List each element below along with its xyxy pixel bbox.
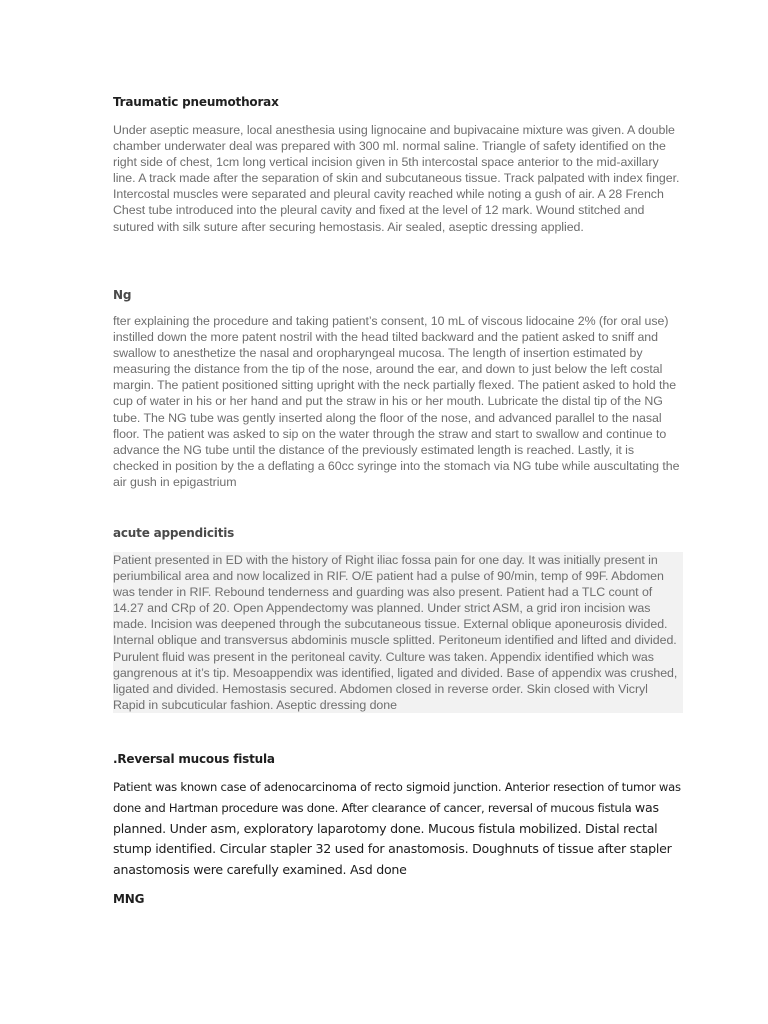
section-body-reversal-mucous-fistula [113,778,693,881]
section-heading-traumatic-pneumothorax: Traumatic pneumothorax [113,95,279,109]
section-heading-reversal-mucous-fistula: .Reversal mucous fistula [113,752,275,766]
section-body-acute-appendicitis: Patient presented in ED with the history of Right iliac fossa pain for one day. It was initially present in periumbilical area and now localized in RIF. O/E patient had a pulse of 90/min, temp of 99F. Abdomen was tender in RIF. Rebound tenderness and guarding was also present. Patient had a TLC count of 14.27 and CRp of 20. Open Appendectomy was planned. Under strict ASM, a grid iron incision was made. Incision was deepened through the subcutaneous tissue. External oblique aponeurosis divided. Internal oblique and transversus abdominis muscle splitted. Peritoneum identified and lifted and divided. Purulent fluid was present in the peritoneal cavity. Culture was taken. Appendix identified which was gangrenous at it’s tip. Mesoappendix was identified, ligated and divided. Base of appendix was crushed, ligated and divided. Hemostasis secured. Abdomen closed in reverse order. Skin closed with Vicryl Rapid in subcuticular fashion. Aseptic dressing done [113,552,683,713]
section-heading-acute-appendicitis: acute appendicitis [113,526,235,540]
section-body-reversal-part2: was planned. Under asm, exploratory laparotomy done. Mucous fistula mobilized. Distal rectal stump identified. Circular stapler 32 used for anastomosis. Doughnuts of tissue after stapler anastomosis were carefully examined. Asd done [113,799,672,878]
section-body-traumatic-pneumothorax: Under aseptic measure, local anesthesia using lignocaine and bupivacaine mixture was given. A double chamber underwater deal was prepared with 300 ml. normal saline. Triangle of safety identified on the right side of chest, 1cm long vertical incision given in 5th intercostal space anterior to the mid-axillary line. A track made after the separation of skin and subcutaneous tissue. Track palpated with index finger. Intercostal muscles were separated and pleural cavity reached while noting a gush of air. A 28 French Chest tube introduced into the pleural cavity and fixed at the level of 12 mark. Wound stitched and sutured with silk suture after securing hemostasis. Air sealed, aseptic dressing applied. [113,123,680,234]
section-body-reversal-part1: Patient was known case of adenocarcinoma of recto sigmoid junction. Anterior resection of tumor was done and Hartman procedure was done. After clearance of cancer, reversal of mucous fistula [113,780,681,815]
section-body-ng: fter explaining the procedure and taking patient’s consent, 10 mL of viscous lidocaine 2% (for oral use) instilled down the more patent nostril with the head tilted backward and the patient asked to sniff and swallow to anesthetize the nasal and oropharyngeal mucosa. The length of insertion estimated by measuring the distance from the tip of the nose, around the ear, and down to just below the left costal margin. The patient positioned sitting upright with the neck partially flexed. The patient asked to hold the cup of water in his or her hand and put the straw in his or her mouth. Lubricate the distal tip of the NG tube. The NG tube was gently inserted along the floor of the nose, and advanced parallel to the nasal floor. The patient was asked to sip on the water through the straw and start to swallow and continue to advance the NG tube until the distance of the previously estimated length is reached. Lastly, it is checked in position by the a deflating a 60cc syringe into the stomach via NG tube while auscultating the air gush in epigastrium [113,314,680,489]
section-heading-ng: Ng [113,288,132,302]
section-heading-mng: MNG [113,892,145,906]
